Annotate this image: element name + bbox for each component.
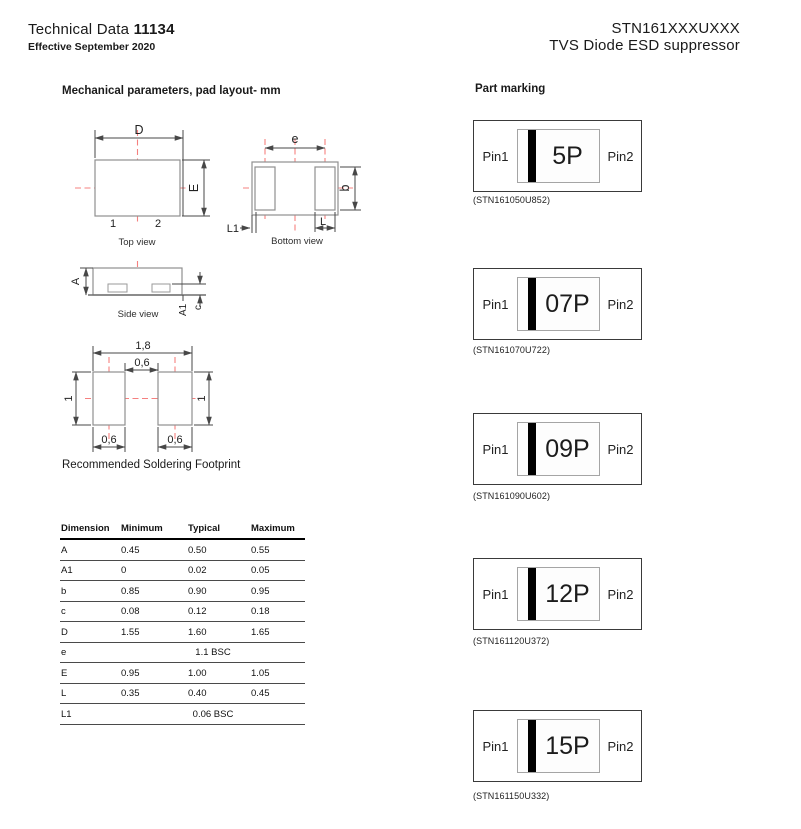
lead2	[152, 284, 170, 292]
cell-typ: 0.90	[187, 581, 250, 602]
cell-span-value: 1.1 BSC	[120, 642, 305, 663]
pin1-marker-bar	[528, 278, 536, 330]
cell-dim: A1	[60, 560, 120, 581]
table-row	[60, 642, 305, 663]
cell-dim: E	[60, 663, 120, 684]
cell-dim: D	[60, 622, 120, 643]
cell-dim: e	[60, 642, 120, 663]
cell-max: 0.18	[250, 601, 305, 622]
marking-code: 12P	[545, 579, 590, 608]
table-row	[60, 704, 305, 725]
cell-typ: 1.00	[187, 663, 250, 684]
part-marking-box	[473, 413, 642, 485]
doc-number: 11134	[133, 21, 175, 38]
cell-span-value: 0.06 BSC	[120, 704, 305, 725]
cell-min: 0.45	[120, 539, 187, 560]
cell-max: 1.05	[250, 663, 305, 684]
cell-min: 0.35	[120, 683, 187, 704]
pin2-label: Pin2	[607, 296, 634, 312]
section-title-mechanical: Mechanical parameters, pad layout- mm	[62, 85, 281, 97]
cell-dim: L1	[60, 704, 120, 725]
top-view-drawing	[60, 115, 220, 255]
cell-min: 0.85	[120, 581, 187, 602]
footprint-caption: Recommended Soldering Footprint	[62, 459, 241, 471]
top-view-caption: Top view	[118, 237, 156, 248]
cell-min: 1.55	[120, 622, 187, 643]
cell-dim: A	[60, 539, 120, 560]
table-row	[60, 683, 305, 704]
pin1-label: Pin1	[482, 738, 509, 754]
chip-outline	[517, 277, 600, 331]
cell-max: 0.45	[250, 683, 305, 704]
doc-effective-date: Effective September 2020	[28, 41, 156, 53]
cell-dim: L	[60, 683, 120, 704]
bottom-view-drawing	[225, 115, 370, 255]
pin1-marker-bar	[528, 568, 536, 620]
header-right	[549, 20, 740, 54]
cell-typ: 0.02	[187, 560, 250, 581]
pin1-marker-bar	[528, 720, 536, 772]
section-title-part-marking: Part marking	[475, 83, 546, 95]
table-row	[60, 622, 305, 643]
table-row	[60, 663, 305, 684]
cell-typ: 0.40	[187, 683, 250, 704]
cell-max: 1.65	[250, 622, 305, 643]
chip-outline	[517, 129, 600, 183]
part-number-caption: (STN161150U332)	[473, 791, 550, 801]
part-number-caption: (STN161070U722)	[473, 345, 551, 355]
pin2-number: 2	[154, 218, 162, 230]
pin1-marker-bar	[528, 130, 536, 182]
cell-typ: 0.12	[187, 601, 250, 622]
bottom-view-caption: Bottom view	[271, 236, 323, 247]
dim-label-L: L	[319, 216, 327, 228]
cell-max: 0.95	[250, 581, 305, 602]
col-header-typical: Typical	[187, 520, 250, 539]
cell-min: 0.08	[120, 601, 187, 622]
part-number-caption: (STN161050U852)	[473, 195, 551, 205]
dim-label-E: E	[187, 183, 201, 193]
part-marking-box	[473, 558, 642, 630]
table-row	[60, 601, 305, 622]
pin1-label: Pin1	[482, 148, 509, 164]
part-marking-box	[473, 710, 642, 782]
marking-code: 07P	[545, 289, 590, 318]
col-header-minimum: Minimum	[120, 520, 187, 539]
cell-dim: c	[60, 601, 120, 622]
col-header-maximum: Maximum	[250, 520, 305, 539]
cell-typ: 0.50	[187, 539, 250, 560]
chip-outline	[517, 422, 600, 476]
dim-label-c: c	[193, 305, 204, 310]
cell-typ: 1.60	[187, 622, 250, 643]
dim-label-D: D	[134, 123, 144, 137]
chip-outline	[517, 719, 600, 773]
table-header-row	[60, 520, 305, 539]
side-view-caption: Side view	[117, 309, 159, 320]
product-heading: TVS Diode ESD suppressor	[549, 37, 740, 54]
dim-label-total-width: 1,8	[135, 340, 151, 352]
part-number-caption: (STN161090U602)	[473, 491, 551, 501]
footprint-drawing	[55, 335, 270, 470]
doc-title	[28, 21, 175, 38]
dim-label-pad-width-right: 0,6	[167, 434, 183, 446]
pin2-label: Pin2	[607, 586, 634, 602]
cell-max: 0.05	[250, 560, 305, 581]
marking-code: 09P	[545, 434, 590, 463]
col-header-dimension: Dimension	[60, 520, 120, 539]
table-row	[60, 581, 305, 602]
dim-label-pad-height-right: 1	[196, 395, 208, 402]
pin1-number: 1	[109, 218, 117, 230]
dim-label-gap: 0,6	[134, 357, 150, 369]
table-row	[60, 560, 305, 581]
dim-label-b: b	[338, 184, 352, 192]
marking-code: 15P	[545, 731, 590, 760]
lead1	[108, 284, 127, 292]
dim-label-pad-width-left: 0,6	[101, 434, 117, 446]
part-number-caption: (STN161120U372)	[473, 636, 550, 646]
part-marking-box	[473, 268, 642, 340]
marking-code: 5P	[552, 141, 583, 170]
part-number-heading: STN161XXXUXXX	[611, 20, 740, 37]
dim-label-A1: A1	[178, 303, 189, 316]
pin2-label: Pin2	[607, 738, 634, 754]
dim-label-L1: L1	[226, 223, 239, 235]
cell-dim: b	[60, 581, 120, 602]
dim-label-A: A	[70, 277, 82, 286]
cell-min: 0.95	[120, 663, 187, 684]
pin2-label: Pin2	[607, 148, 634, 164]
cell-min: 0	[120, 560, 187, 581]
footprint-pad2	[158, 372, 192, 425]
pin1-label: Pin1	[482, 296, 509, 312]
side-view-drawing	[60, 258, 220, 330]
pad1	[255, 167, 275, 210]
dim-label-pad-height-left: 1	[63, 395, 75, 402]
pin1-label: Pin1	[482, 441, 509, 457]
pad2	[315, 167, 335, 210]
pin1-marker-bar	[528, 423, 536, 475]
dimension-table	[60, 520, 305, 725]
package-body-top-view	[95, 160, 180, 216]
part-marking-box	[473, 120, 642, 192]
header-left	[28, 21, 175, 53]
dim-label-e: e	[291, 132, 299, 146]
pin1-label: Pin1	[482, 586, 509, 602]
table-row	[60, 539, 305, 560]
chip-outline	[517, 567, 600, 621]
doc-title-text: Technical Data	[28, 21, 134, 38]
pin2-label: Pin2	[607, 441, 634, 457]
footprint-pad1	[93, 372, 125, 425]
cell-max: 0.55	[250, 539, 305, 560]
